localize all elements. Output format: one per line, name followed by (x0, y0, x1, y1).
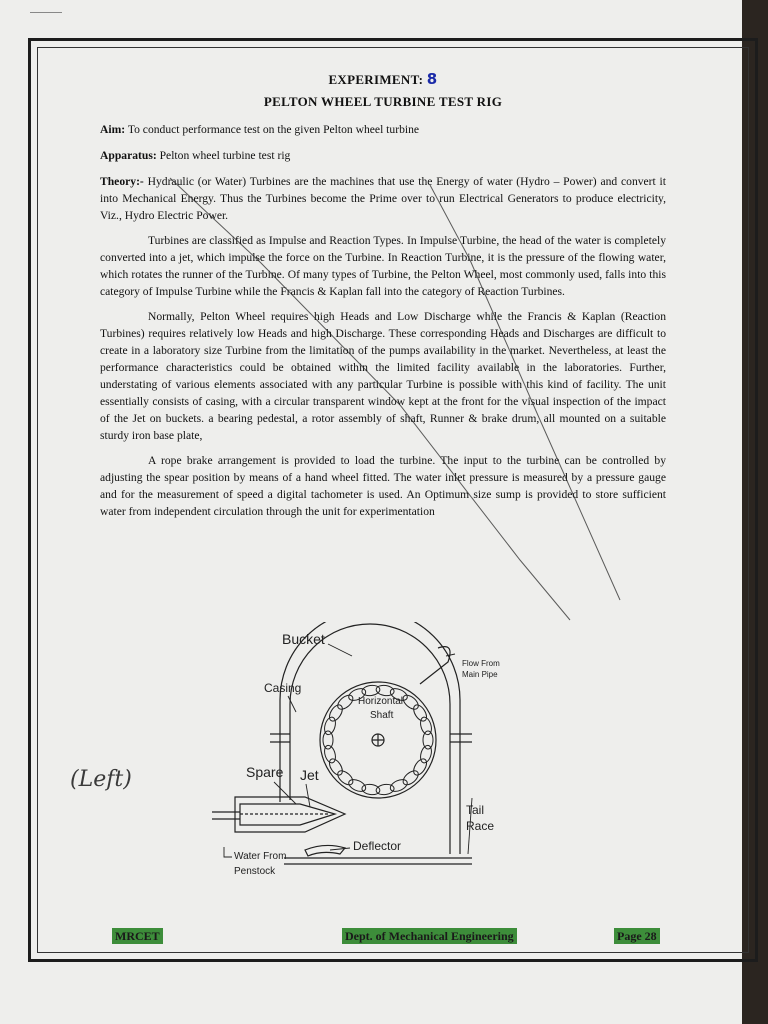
theory-paragraph: Turbines are classified as Impulse and Reaction Types. In Impulse Turbine, the head of the water is completely converted into a jet, which impulse the force on the Turbine. In Reaction Turbine, it is the pressure of the flowing water, which rotates the runner of the Turbine. Of many types of Turbine, the Pelton Wheel, most commonly used, falls into this category of Impulse Turbine while the Francis & Kaplan fall into the category of Reaction Turbines. (100, 234, 666, 298)
page-title: PELTON WHEEL TURBINE TEST RIG (263, 94, 503, 109)
label-bucket: Bucket (282, 631, 325, 647)
handwritten-note-text: (Left) (70, 767, 132, 792)
label-penstock-line1: Water From (234, 851, 287, 862)
aim-text: To conduct performance test on the given Pelton wheel turbine (127, 123, 420, 136)
label-penstock-line2: Penstock (234, 866, 276, 877)
label-shaft-line1: Horizontal (358, 696, 404, 707)
label-flow-line1: Flow From (462, 659, 500, 668)
bucket (375, 783, 394, 795)
bucket (335, 693, 355, 712)
bucket (327, 703, 345, 724)
footer-college: MRCET (112, 928, 163, 944)
footer-department: Dept. of Mechanical Engineering (342, 928, 517, 944)
label-shaft-line2: Shaft (370, 710, 394, 721)
pelton-wheel-diagram (210, 622, 510, 882)
bucket (411, 757, 429, 778)
bucket (335, 768, 355, 787)
experiment-label: EXPERIMENT: (328, 72, 424, 87)
apparatus-text: Pelton wheel turbine test rig (159, 149, 291, 162)
aim-line (100, 121, 666, 138)
experiment-number: 8 (426, 70, 438, 88)
theory-paragraph: Normally, Pelton Wheel requires high Heads and Low Discharge while the Francis & Kaplan (Reaction Turbines) requires relatively low Heads and high Discharge. These corresponding Heads and Discharges are difficult to create in a laboratory size Turbine from the limitation of the pumps availability in the market. Nevertheless, at least the performance characteristics could be obtained within the limited facility available in the laboratories. Further, understating of various elements associated with any particular Turbine is possible with this kind of facility. The unit essentially consists of casing, with a circular transparent window kept at the front for the visual inspection of the impact of the Jet on buckets. a bearing pedestal, a rotor assembly of shaft, Runner & brake drum, all mounted on a suitable sturdy iron base plate, (100, 310, 666, 442)
bucket (401, 693, 421, 712)
theory-paragraph: A rope brake arrangement is provided to load the turbine. The input to the turbine can be controlled by adjusting the spear position by means of a hand wheel fitted. The water inlet pressure is measured by a pressure gauge and for the measurement of speed a digital tachometer is used. An Optimum size sump is provided to store sufficient water from independent circulation through the unit for experimentation (100, 454, 666, 518)
document-body (100, 68, 666, 520)
deflector-shape (305, 845, 345, 856)
bucket (327, 757, 345, 778)
bucket (361, 684, 380, 696)
handwritten-note (68, 758, 168, 818)
theory-intro-paragraph (100, 173, 666, 224)
page-edge-mark (30, 12, 62, 13)
theory-label: Theory:- (100, 175, 144, 188)
label-spare: Spare (246, 764, 284, 780)
experiment-heading (100, 68, 666, 91)
aim-label: Aim: (100, 123, 126, 136)
label-tail: Tail (466, 803, 485, 817)
footer-page-number: Page 28 (614, 928, 660, 944)
bucket (411, 703, 429, 724)
theory-intro-text: Hydraulic (or Water) Turbines are the machines that use the Energy of water (Hydro – Power) and convert it into Mechanical Energy. Thus the Turbines become the Prime over to run Electrical Generators to produce electricity, Viz., Hydro Electric Power. (100, 175, 667, 222)
label-flow-line2: Main Pipe (462, 670, 498, 679)
apparatus-line (100, 147, 666, 164)
label-race: Race (466, 819, 495, 833)
apparatus-label: Apparatus: (100, 149, 157, 162)
label-deflector: Deflector (353, 839, 402, 853)
label-casing: Casing (264, 681, 302, 695)
bucket (401, 768, 421, 787)
label-jet: Jet (300, 767, 319, 783)
